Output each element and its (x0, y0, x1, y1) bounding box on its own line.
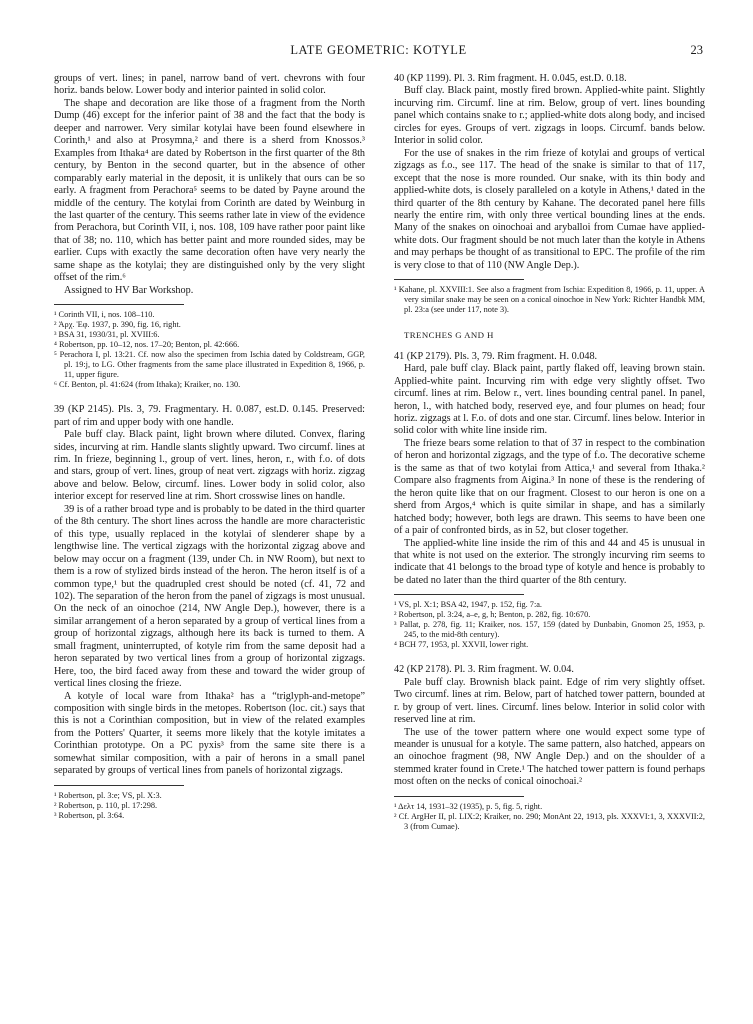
right-column (394, 73, 705, 832)
paragraph: 39 is of a rather broad type and is probably to be dated in the third quarter of the 8th century. The short lines across the handle are more characteristic of this type, usually replaced in the kotylai of slenderer shape by a lengthwise line. The vertical zigzags with the horizontal zigzag above and below may occur on a fragment (139, under Ch. in NW Room), but next to them is a row of stylized birds instead of the heron. The heron itself is of a common type,¹ but the quadrupled crest should be noted (cf. 41, 72 and 102). The separation of the heron from the panel of zigzags is most unusual. On the neck of an oinochoe (214, NW Angle Dep.), however, there is a similar arrangement of a heron separated by a group of vertical lines from a group of horizontal zigzags, although here its back is turned to them. A small fragment, uninterrupted, of kotyle rim from the same deposit had a heron separated by two vertical lines from a group of horizontal zigzags. Here, too, the bird faced away from these and toward the wider group of vertical lines closing the frieze. (54, 503, 366, 690)
footnotes (54, 310, 365, 390)
footnote: ³ BSA 31, 1930/31, pl. XVIII:6. (54, 330, 160, 340)
paragraph: A kotyle of local ware from Ithaka² has a “triglyph-and-metope” composition with single birds in the metopes. Robertson (loc. cit.) says that this is not a Corinthian composition, but in view of the related examples from the Potters' Quarter, it seems more likely that the kotyle imitates a Corinthian prototype. On a PC pyxis³ from the same site there is a somewhat similar composition, with a pair of herons in a small panel separated by groups of vertical lines from panels of horizontal zigzags. (54, 690, 365, 777)
footnote: ³ Pallat, p. 278, fig. 11; Kraiker, nos. 157, 159 (dated by Dunbabin, Gnomon 25, 1953, p. 245, to the mid-8th century). (394, 620, 705, 640)
paragraph: The use of the tower pattern where one would expect some type of meander is unusual for a kotyle. The same pattern, also hatched, appears on an oinochoe fragment (98, NW Angle Dep.) and on the shoulder of a stemmed krater found in Crete.¹ The hatched tower pattern is found perhaps most often on the necks of conical oinochoai.² (394, 726, 705, 788)
catalogue-entry-description: Pale buff clay. Black paint, light brown where diluted. Convex, flaring sides, incurving at rim. Handle slants slightly upward. Two circumf. lines at rim. In frieze, beginning l., group of vert. lines, heron, r., with f.o. of dots and stars, group of vert. lines, group of neat vert. zigzags with horiz. zigzag above and below. Below, circumf. lines. Lower body in solid color, also interior except for reserved line at rim. Short crosswise lines on handle. (54, 429, 365, 503)
left-column (54, 73, 365, 821)
catalogue-entry-heading: 39 (KP 2145). Pls. 3, 79. Fragmentary. H. 0.087, est.D. 0.145. Preserved: part of rim and upper body with one handle. (54, 404, 365, 428)
footnote: ¹ VS, pl. X:1; BSA 42, 1947, p. 152, fig. 7:a. (394, 600, 543, 610)
running-head (54, 43, 703, 59)
catalogue-entry-heading: 41 (KP 2179). Pls. 3, 79. Rim fragment. H. 0.048. (394, 350, 598, 362)
catalogue-entry-description: Pale buff clay. Brownish black paint. Edge of rim very slightly offset. Two circumf. lines at rim. Below, part of hatched tower pattern, bounded at r. by group of vert. lines. Circumf. lines below. Interior in solid color with reserved line at rim. (394, 676, 705, 726)
catalogue-entry-heading: 40 (KP 1199). Pl. 3. Rim fragment. H. 0.045, est.D. 0.18. (394, 73, 627, 84)
paragraph: Assigned to HV Bar Workshop. (64, 284, 194, 296)
section-heading: TRENCHES G AND H (404, 330, 494, 341)
footnotes (54, 791, 365, 821)
catalogue-entry-description: Buff clay. Black paint, mostly fired brown. Applied-white paint. Slightly incurving rim. Circumf. line at rim. Below, group of vert. lines bounding panel which contains snake to r.; applied-white dots along body, and incised circles for eyes. Groups of vert. zigzags in loops. Circumf. bands below. Interior in solid color. (394, 85, 705, 147)
footnote: ² Ἀρχ. Ἐφ. 1937, p. 390, fig. 16, right. (54, 320, 181, 330)
page-title: LATE GEOMETRIC: KOTYLE (290, 43, 467, 57)
footnote: ¹ Kahane, pl. XXVIII:1. See also a fragment from Ischia: Expedition 8, 1966, p. 11, upper. A very similar snake may be seen on a conical oinochoe in New York: Richter Handbk MM, pl. 23:a (see under 117, note 3). (394, 285, 705, 315)
footnote-rule (54, 304, 184, 305)
footnote-rule (394, 594, 524, 595)
footnote: ¹ Robertson, pl. 3:e; VS, pl. X:3. (54, 790, 162, 800)
footnote-rule (394, 796, 524, 797)
page-number: 23 (690, 43, 703, 57)
footnote-rule (394, 279, 524, 280)
footnotes (394, 600, 705, 650)
footnote-rule (54, 785, 184, 786)
footnotes (394, 802, 705, 832)
footnote: ⁶ Cf. Benton, pl. 41:624 (from Ithaka); Kraiker, no. 130. (54, 380, 241, 390)
catalogue-entry-heading: 42 (KP 2178). Pl. 3. Rim fragment. W. 0.04. (394, 664, 574, 676)
footnote: ² Cf. ArgHer II, pl. LIX:2; Kraiker, no. 290; MonAnt 22, 1913, pls. XXXVI:1, 3, XXXVII:2, 3 (from Cumae). (394, 811, 705, 831)
footnote: ¹ Corinth VII, i, nos. 108–110. (54, 310, 155, 320)
paragraph: The frieze bears some relation to that of 37 in respect to the combination of heron and horizontal zigzags, and the type of f.o. The decorative scheme is the same as that of two kotylai from Attica,¹ and several from Ithaka.² Compare also fragments from Aigina.³ In none of these is the rendering of the heron quite like that on our fragment. Closest to our heron is one on a sherd from Argos,⁴ which is quite similar in shape, and has a similarly hatched body; however, both legs are drawn. This seems to have been one of a pair of confronted birds, as in 52, but closer together. (394, 437, 705, 537)
paragraph: For the use of snakes in the rim frieze of kotylai and groups of vertical zigzags as f.o., see 117. The head of the snake is similar to that of 117, except that the nose is more rounded. Our snake, with its thin body and applied-white dots, is closely paralleled on a kotyle in Athens,¹ dated in the third quarter of the 8th century by Kahane. The decorated panel here fills nearly the entire rim, with only three vertical bounding lines at the ends. Many of the snakes on oinochoai and aryballoi from Cumae have applied-white dots. Our fragment should be not much later than the kotyle in Athens and may perhaps be thought of as transitional to EPC. The profile of the rim is very close to that of 110 (NW Angle Dep.). (394, 147, 705, 271)
catalogue-entry-description: Hard, pale buff clay. Black paint, partly flaked off, leaving brown stain. Applied-white paint. Incurving rim with edge very slightly offset. Two circumf. lines at rim. Below r., vert. lines bounding central panel. In panel, heron, l., with hatched body, reserved eye, and four plumes on head; four horiz. zigzags at l. F.o. of dots and one star. Circumf. lines below. Interior in solid color with white line inside rim. (394, 363, 705, 437)
paragraph: groups of vert. lines; in panel, narrow band of vert. chevrons with four horiz. bands below. Lower body and interior painted in solid color. (54, 73, 365, 97)
paragraph: The applied-white line inside the rim of this and 44 and 45 is unusual in that white is not used on the exterior. The strongly incurving rim seems to indicate that 41 belongs to the broad type of kotyle and hence is probably to be dated no later than the third quarter of the 8th century. (394, 537, 705, 586)
footnote: ² Robertson, pl. 3:24, a–e, g, h; Benton, p. 282, fig. 10:670. (394, 610, 591, 620)
footnote: ³ Robertson, pl. 3:64. (54, 810, 125, 820)
footnote: ¹ Δελτ 14, 1931–32 (1935), p. 5, fig. 5, right. (394, 801, 543, 811)
footnote: ² Robertson, p. 110, pl. 17:298. (54, 800, 158, 810)
footnotes (394, 285, 705, 315)
paragraph: The shape and decoration are like those of a fragment from the North Dump (46) except for the inferior paint of 38 and the fact that the body is deeper and narrower. Very similar kotylai have been found elsewhere in Corinth,¹ and also at Prosymna,² and there is a sherd from Knossos.³ Examples from Ithaka⁴ are dated by Robertson in the first quarter of the 8th century, by Benton in the second quarter, but in the absence of other comparably early material in the deposit, it is unlikely that ours can be so early. A fragment from Perachora⁵ seems to be dated by Payne around the middle of the century. The kotylai from Corinth are dated by Weinburg in the last quarter of the century. This seems rather late in view of the evidence from Perachora, but Corinth VII, i, nos. 108, 109 have rather poor paint like that of 38; no. 110, which has better paint and more rounded sides, may be earlier. Cups with exactly the same decoration often have very nearly the same shape as the kotylai; they are distinguished only by the very slight offset of the rim.⁶ (54, 97, 365, 284)
footnote: ⁵ Perachora I, pl. 13:21. Cf. now also the specimen from Ischia dated by Coldstream, GGP, pl. 19:j, to LG. Other fragments from the same place illustrated in Expedition 8, 1966, p. 11, upper figure. (54, 350, 365, 380)
footnote: ⁴ BCH 77, 1953, pl. XXVII, lower right. (394, 640, 529, 650)
footnote: ⁴ Robertson, pp. 10–12, nos. 17–20; Benton, pl. 42:666. (54, 340, 240, 350)
